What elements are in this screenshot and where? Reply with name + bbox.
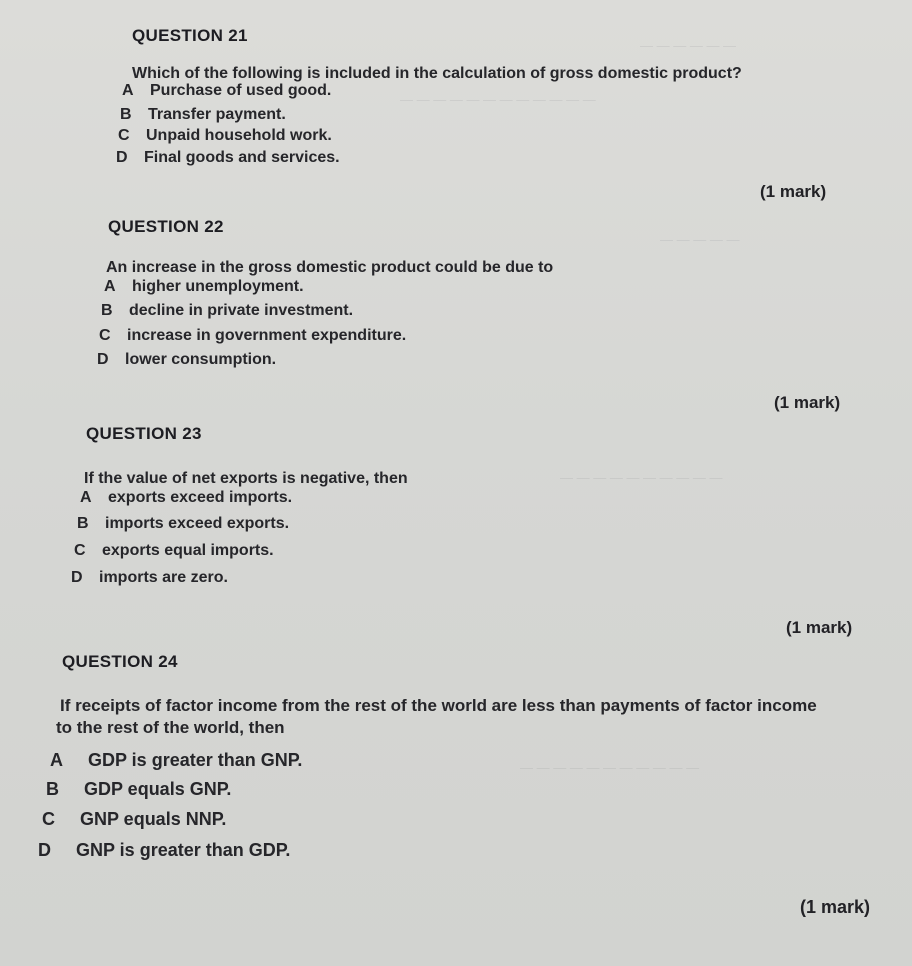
option-letter: A [50,750,63,770]
option-text: exports exceed imports. [108,489,293,506]
option-letter: B [120,106,132,123]
option-letter: A [122,82,134,99]
show-through-text: — — — — — — — — — — — — [400,92,596,107]
show-through-text: — — — — — — — — — — [560,470,723,485]
option-c[interactable] [42,809,226,830]
show-through-text: — — — — — — [640,38,737,53]
option-letter: B [77,515,89,532]
option-text: increase in government expenditure. [127,327,407,344]
option-text: GDP is greater than GNP. [88,750,303,770]
option-text: GNP equals NNP. [80,809,227,829]
option-text: Unpaid household work. [146,127,332,144]
option-c[interactable] [99,327,406,345]
question-stem-line-2: to the rest of the world, then [56,718,285,737]
option-text: GNP is greater than GDP. [76,840,291,860]
option-c[interactable] [74,542,274,560]
question-stem: If the value of net exports is negative, then [84,470,408,487]
option-a[interactable] [50,750,302,771]
option-letter: C [118,127,130,144]
option-text: exports equal imports. [102,542,274,559]
option-b[interactable] [46,779,231,800]
option-c[interactable] [118,127,332,145]
mark-allocation: (1 mark) [786,618,853,637]
show-through-text: — — — — — — — — — — — [520,760,700,775]
option-letter: B [101,302,113,319]
option-letter: A [80,489,92,506]
option-b[interactable] [120,106,286,124]
question-stem: Which of the following is included in the calculation of gross domestic product? [132,65,742,82]
option-text: imports exceed exports. [105,515,290,532]
option-d[interactable] [116,149,340,167]
option-letter: C [42,809,55,829]
mark-allocation: (1 mark) [800,897,871,917]
option-text: GDP equals GNP. [84,779,232,799]
option-letter: C [74,542,86,559]
question-stem: An increase in the gross domestic product could be due to [106,259,554,276]
option-d[interactable] [38,840,290,861]
option-text: Transfer payment. [148,106,286,123]
question-heading: QUESTION 22 [108,217,224,236]
option-letter: A [104,278,116,295]
option-text: lower consumption. [125,351,277,368]
option-letter: D [116,149,128,166]
option-text: Purchase of used good. [150,82,332,99]
option-b[interactable] [101,302,353,320]
question-stem-line-1: If receipts of factor income from the rest of the world are less than payments of factor income [60,696,817,715]
option-b[interactable] [77,515,289,533]
option-letter: C [99,327,111,344]
option-a[interactable] [122,82,331,100]
option-d[interactable] [71,569,228,587]
mark-allocation: (1 mark) [760,182,827,201]
option-letter: B [46,779,59,799]
show-through-text: — — — — — [660,232,740,247]
option-a[interactable] [80,489,292,507]
option-text: decline in private investment. [129,302,354,319]
question-heading: QUESTION 24 [62,652,178,671]
option-d[interactable] [97,351,276,369]
question-heading: QUESTION 21 [132,26,248,45]
option-letter: D [97,351,109,368]
option-text: imports are zero. [99,569,228,586]
option-text: higher unemployment. [132,278,304,295]
option-text: Final goods and services. [144,149,340,166]
option-letter: D [71,569,83,586]
question-heading: QUESTION 23 [86,424,202,443]
mark-allocation: (1 mark) [774,393,841,412]
option-a[interactable] [104,278,304,296]
option-letter: D [38,840,51,860]
